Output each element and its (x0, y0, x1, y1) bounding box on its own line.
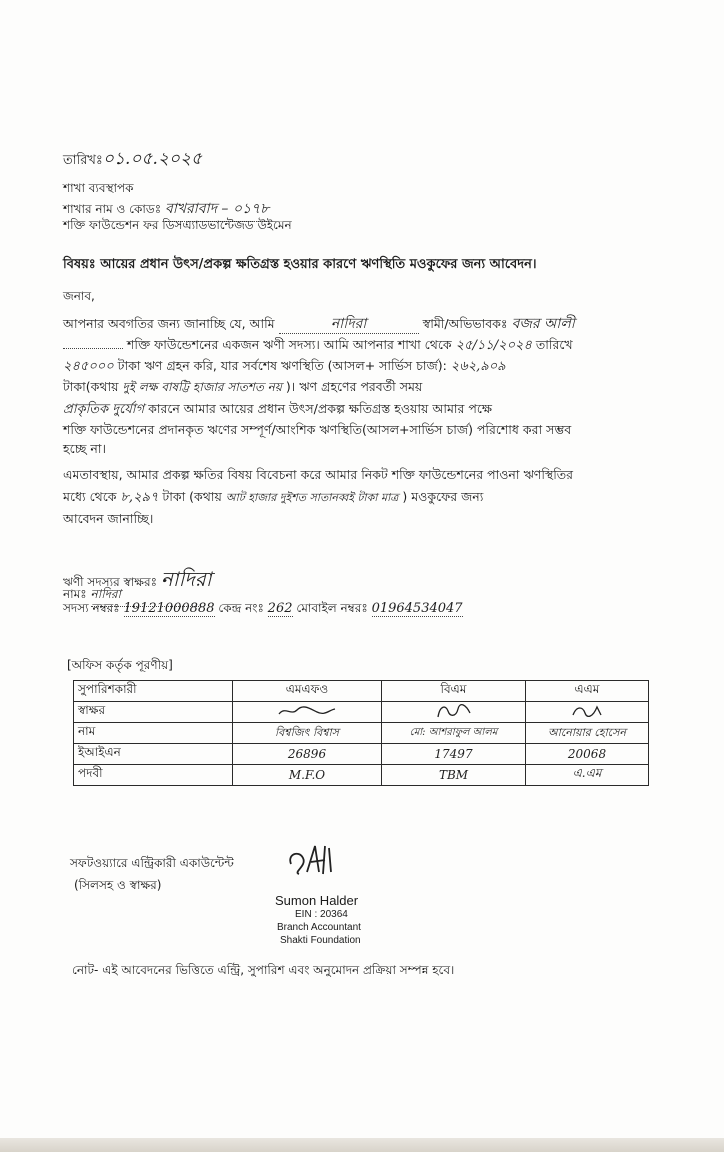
row-label: ইআইএন (74, 744, 233, 765)
table-cell: আনোয়ার হোসেন (526, 723, 649, 744)
body-text: টাকা(কথায় (63, 379, 119, 394)
body-line-6: শক্তি ফাউন্ডেশনের প্রদানকৃত ঋণের সম্পূর্ণ/আংশিক ঋণস্থিতি(আসল+সার্ভিস চার্জ) পরিশোধ করা সম্ভব (63, 422, 572, 437)
waiver-amount: ৮,২৯৭ (120, 490, 159, 505)
stamp-name: Sumon Halder (275, 893, 359, 908)
center-value: 262 (267, 601, 293, 616)
accountant-title: সফটওয়্যারে এন্ট্রিকারী একাউন্টেন্ট (70, 856, 234, 870)
accountant-note: (সিলসহ ও স্বাক্ষর) (74, 878, 162, 892)
mobile-value: 01964534047 (371, 601, 463, 616)
member-name-label: নামঃ (63, 587, 87, 601)
body-text: স্বামী/অভিভাবকঃ (422, 316, 508, 331)
body-line-1 (63, 315, 643, 334)
member-name-value: নাদিরা (91, 586, 201, 607)
body-line-3 (63, 357, 643, 376)
body-text: )। ঋণ গ্রহণের পরবর্তী সময় (285, 379, 423, 394)
request-line-3: আবেদন জানাচ্ছি। (63, 511, 154, 526)
table-cell: বিশ্বজিৎ বিশ্বাস (233, 723, 382, 744)
member-signature: নাদিরা (160, 567, 212, 591)
outstanding-balance: ২৬২,৯০৯ (450, 359, 506, 374)
center-label: কেন্দ্র নংঃ (218, 601, 264, 615)
member-id-label: সদস্য নম্বরঃ (63, 601, 120, 615)
stamp-org: Shakti Foundation (280, 935, 361, 946)
body-line-7: হচ্ছে না। (63, 441, 106, 456)
body-text: টাকা ঋণ গ্রহন করি, যার সর্বশেষ ঋণস্থিতি (আসল+ সার্ভিস চার্জ): (117, 358, 447, 373)
body-text: শক্তি ফাউন্ডেশনের একজন ঋণী সদস্য। আমি আপনার শাখা থেকে (126, 337, 452, 352)
body-line-5 (63, 400, 643, 419)
page-bottom-edge (0, 1138, 724, 1152)
table-cell: মো: আশরাফুল আলম (382, 723, 526, 744)
am-signature (526, 702, 649, 723)
body-text: মধ্যে থেকে (63, 489, 117, 504)
request-line-2 (63, 488, 643, 507)
footer-note: নোট- এই আবেদনের ভিত্তিতে এন্ট্রি, সুপারিশ এবং অনুমোদন প্রক্রিয়া সম্পন্ন হবে। (72, 963, 455, 977)
date-label: তারিখঃ (63, 153, 103, 168)
table-cell: 26896 (233, 744, 382, 765)
table-cell: 17497 (382, 744, 526, 765)
body-text: টাকা (কথায় (162, 489, 222, 504)
addressee-title: শাখা ব্যবস্থাপক (63, 181, 134, 195)
mobile-label: মোবাইল নম্বরঃ (296, 601, 368, 615)
table-row-ein (74, 744, 649, 765)
stamp-title: Branch Accountant (277, 922, 361, 933)
damage-cause: প্রাকৃতিক দুর্যোগ (63, 402, 145, 417)
mfo-signature (233, 702, 382, 723)
loan-date: ২৫/১১/২০২৪ (455, 338, 532, 353)
office-table (73, 680, 649, 786)
branch-value: বাখরাবাদ – ০১৭৮ (165, 197, 269, 222)
body-text: আপনার অবগতির জন্য জানাচ্ছি যে, আমি (63, 316, 275, 331)
request-line-1: এমতাবস্থায়, আমার প্রকল্প ক্ষতির বিষয় বিবেচনা করে আমার নিকট শক্তি ফাউন্ডেশনের পাওনা ঋণস্থিতির (63, 467, 574, 482)
table-cell: TBM (382, 765, 526, 786)
loan-amount: ২৪৫০০০ (63, 359, 114, 374)
table-cell: 20068 (526, 744, 649, 765)
table-row-designation (74, 765, 649, 786)
row-label: নাম (74, 723, 233, 744)
waiver-in-words: আট হাজার দুইশত সাতানব্বই টাকা মাত্র (225, 491, 399, 504)
applicant-name: নাদিরা (330, 316, 367, 332)
subject-line: বিষয়ঃ আয়ের প্রধান উৎস/প্রকল্প ক্ষতিগ্রস্ত হওয়ার কারণে ঋণস্থিতি মওকুফের জন্য আবেদন। (63, 257, 537, 272)
date-value: ০১.০৫.২০২৫ (102, 149, 203, 169)
guardian-name: বজর আলী (511, 316, 575, 332)
table-row-signature (74, 702, 649, 723)
row-label: স্বাক্ষর (74, 702, 233, 723)
table-cell: M.F.O (233, 765, 382, 786)
office-table-header (74, 681, 649, 702)
row-label: পদবী (74, 765, 233, 786)
branch-label: শাখার নাম ও কোডঃ (63, 202, 162, 216)
member-id-value: 19121000888 (123, 601, 215, 616)
office-section-title: [অফিস কর্তৃক পূরণীয়] (67, 658, 173, 672)
table-header-cell: এএম (526, 681, 649, 702)
member-ids-line (63, 600, 463, 620)
table-row-name (74, 723, 649, 744)
body-line-2 (63, 336, 643, 355)
accountant-signature (285, 842, 345, 882)
salutation: জনাব, (63, 289, 95, 303)
body-text: তারিখে (535, 337, 573, 352)
organization-name: শক্তি ফাউন্ডেশন ফর ডিসএ্যাডভান্টেজড উইমেন (63, 218, 292, 232)
body-text: ) মওকুফের জন্য (402, 489, 484, 504)
table-header-cell: এমএফও (233, 681, 382, 702)
table-cell: এ.এম (526, 765, 649, 786)
table-header-cell: সুপারিশকারী (74, 681, 233, 702)
body-line-4 (63, 378, 643, 396)
stamp-ein: EIN : 20364 (295, 909, 348, 920)
table-header-cell: বিএম (382, 681, 526, 702)
balance-in-words: দুই লক্ষ বাষট্টি হাজার সাতশত নয় (122, 380, 282, 394)
date-line (63, 146, 202, 174)
body-text: কারনে আমার আয়ের প্রধান উৎস/প্রকল্প ক্ষতিগ্রস্ত হওয়ায় আমার পক্ষে (148, 401, 492, 416)
bm-signature (382, 702, 526, 723)
member-signature-label: ঋণী সদস্যর স্বাক্ষরঃ (63, 575, 157, 589)
